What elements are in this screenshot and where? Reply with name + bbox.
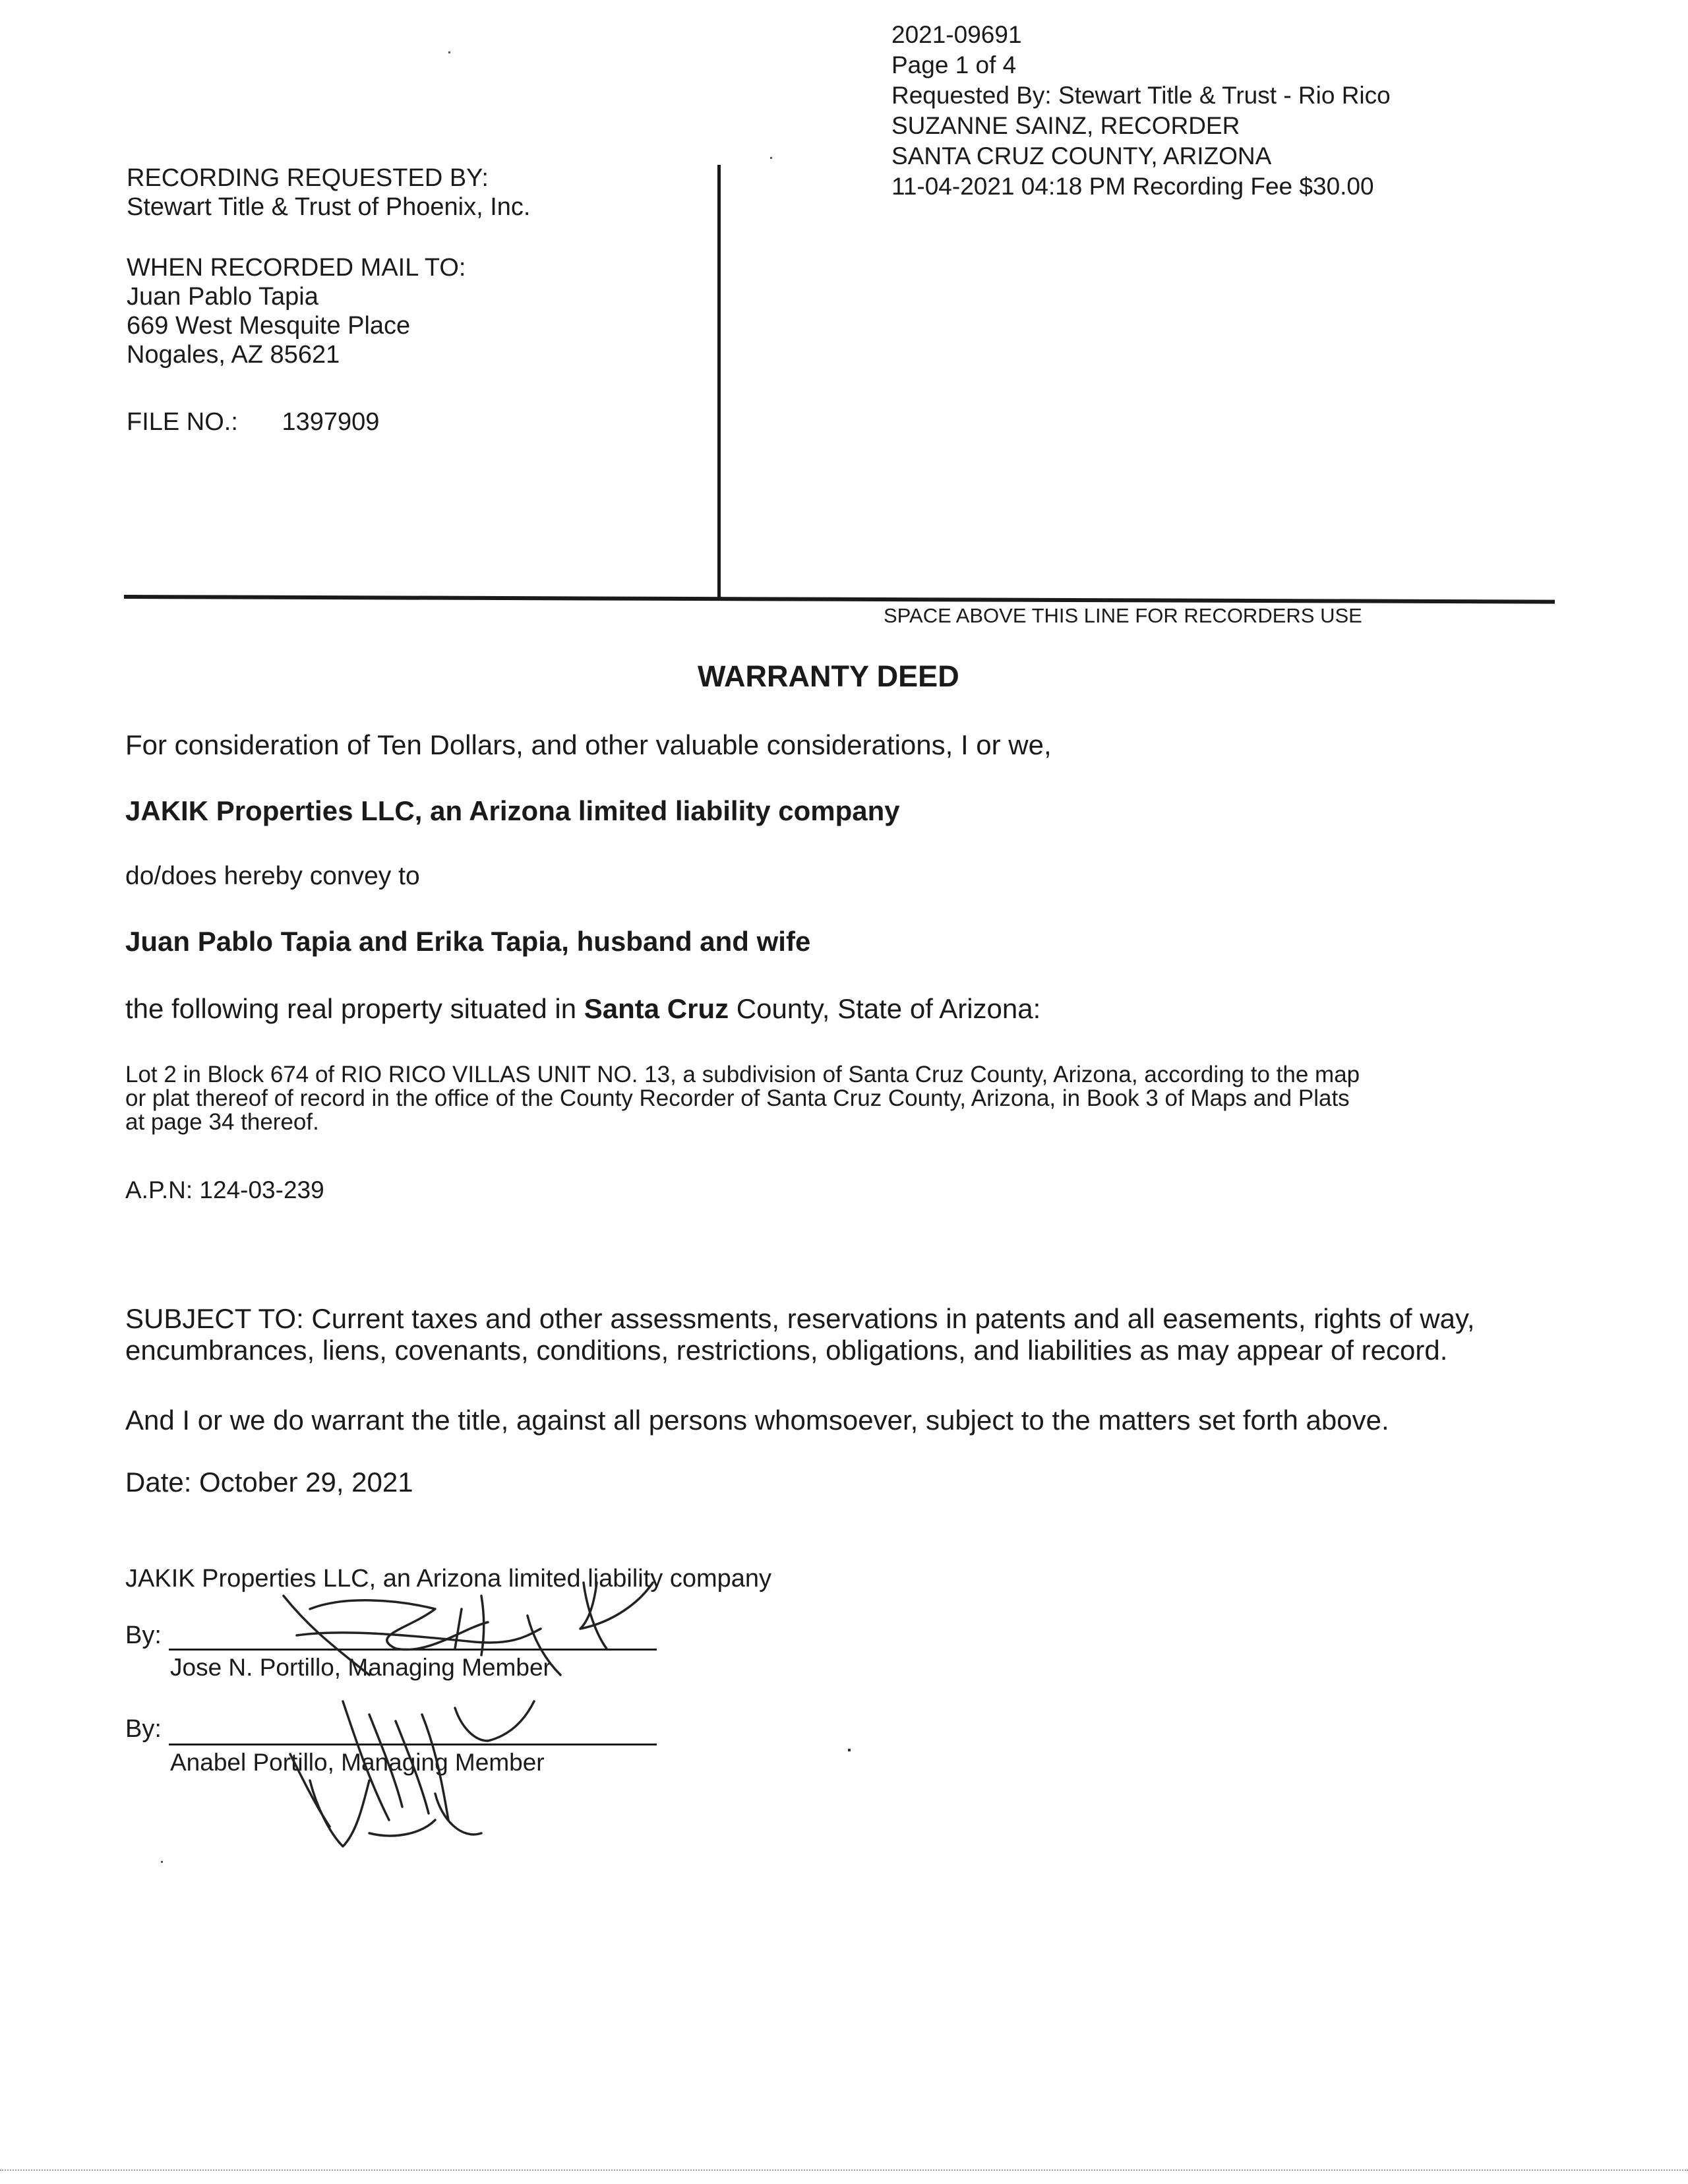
mail-to-name: Juan Pablo Tapia — [127, 283, 318, 311]
recorder-county: SANTA CRUZ COUNTY, ARIZONA — [891, 142, 1272, 169]
mail-to-city: Nogales, AZ 85621 — [127, 341, 340, 369]
by-label-1: By: — [125, 1622, 162, 1649]
signer-2: Anabel Portillo, Managing Member — [170, 1749, 545, 1776]
warrant-clause: And I or we do warrant the title, against all persons whomsoever, subject to the matters set forth above. — [125, 1405, 1389, 1436]
speck — [848, 1749, 851, 1751]
convey-text: do/does hereby convey to — [125, 862, 420, 890]
requested-by: Requested By: Stewart Title & Trust - Rio Rico — [891, 82, 1391, 109]
file-no-label: FILE NO.: — [127, 408, 238, 436]
recorder-space-note: SPACE ABOVE THIS LINE FOR RECORDERS USE — [884, 604, 1362, 627]
document-title: WARRANTY DEED — [698, 659, 959, 693]
property-prefix: the following real property situated in — [125, 993, 577, 1024]
mail-to-street: 669 West Mesquite Place — [127, 312, 411, 340]
recording-requested-label: RECORDING REQUESTED BY: — [127, 164, 489, 192]
signature-entity: JAKIK Properties LLC, an Arizona limited liability company — [125, 1565, 772, 1592]
speck — [770, 157, 772, 159]
timestamp-fee: 11-04-2021 04:18 PM Recording Fee $30.00 — [891, 173, 1374, 200]
grantee-name: Juan Pablo Tapia and Erika Tapia, husband and wife — [125, 926, 811, 957]
recording-requested-company: Stewart Title & Trust of Phoenix, Inc. — [127, 193, 531, 221]
subject-line-1: SUBJECT TO: Current taxes and other assessments, reservations in patents and all easements, rights of way, — [125, 1303, 1475, 1334]
subject-line-2: encumbrances, liens, covenants, conditions, restrictions, obligations, and liabilities as may appear of record. — [125, 1335, 1448, 1366]
speck — [161, 1861, 163, 1863]
grantor-name: JAKIK Properties LLC, an Arizona limited liability company — [125, 795, 900, 826]
signer-1: Jose N. Portillo, Managing Member — [170, 1654, 551, 1681]
scan-footer-edge — [0, 2169, 1688, 2172]
property-suffix: County, State of Arizona: — [736, 993, 1041, 1024]
speck — [448, 51, 450, 53]
mail-to-label: WHEN RECORDED MAIL TO: — [127, 254, 466, 282]
file-no-value: 1397909 — [282, 408, 380, 436]
page-count: Page 1 of 4 — [891, 51, 1017, 78]
deed-date: Date: October 29, 2021 — [125, 1467, 413, 1498]
doc-number: 2021-09691 — [891, 21, 1022, 48]
apn: A.P.N: 124-03-239 — [125, 1176, 324, 1203]
by-label-2: By: — [125, 1715, 162, 1743]
legal-line-1: Lot 2 in Block 674 of RIO RICO VILLAS UNIT NO. 13, a subdivision of Santa Cruz County, Arizona, according to the map — [125, 1062, 1360, 1087]
legal-line-3: at page 34 thereof. — [125, 1109, 319, 1135]
legal-line-2: or plat thereof of record in the office of the County Recorder of Santa Cruz County, Arizona, in Book 3 of Maps and Plats — [125, 1085, 1350, 1111]
property-county: Santa Cruz — [584, 993, 729, 1024]
recorder-name: SUZANNE SAINZ, RECORDER — [891, 112, 1240, 139]
consideration-text: For consideration of Ten Dollars, and other valuable considerations, I or we, — [125, 729, 1052, 760]
